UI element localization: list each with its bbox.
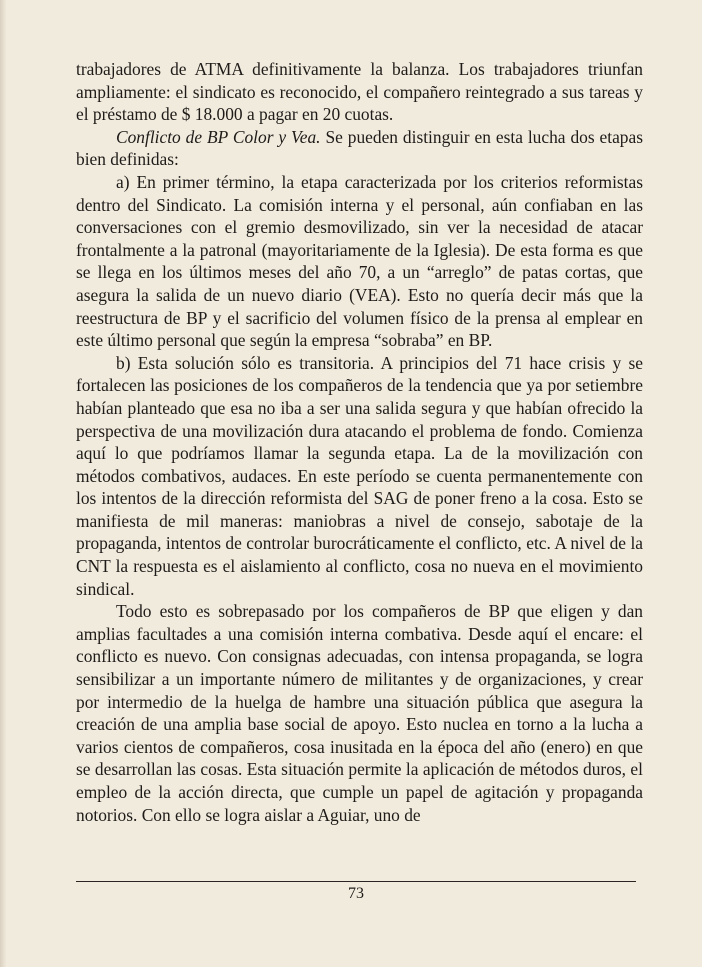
paragraph-bp-comrades xyxy=(76,600,643,826)
paragraph-first-stage xyxy=(76,171,643,352)
paragraph-text: a) En primer término, la etapa caracterizada por los criterios reformistas dentro del Sindicato. La comisión interna y el personal, aún confiaban en las conversaciones con el gremio desmovilizado, sin ver la necesidad de atacar frontalmente a la patronal (mayoritariamente de la Iglesia). De esta forma es que se llega en los últimos meses del año 70, a un “arreglo” de patas cortas, que asegura la salida de un nuevo diario (VEA). Esto no quería decir más que la reestructura de BP y el sacrificio del volumen físico de la prensa al emplear en este último personal que según la empresa “sobraba” en BP. xyxy=(76,171,643,351)
paragraph-atma-continuation xyxy=(76,58,643,126)
footer-rule xyxy=(76,881,636,882)
paragraph-text: Todo esto es sobrepasado por los compañeros de BP que eligen y dan amplias facultades a una comisión interna combativa. Desde aquí el encare: el conflicto es nuevo. Con consignas adecuadas, con intensa propaganda, se logra sensibilizar a un importante número de militantes y de organizaciones, y crear por intermedio de la huelga de hambre una situación pública que asegura la creación de una amplia base social de apoyo. Esto nuclea en torno a la lucha a varios cientos de compañeros, cosa inusitada en la época del año (enero) en que se desarrollan las cosas. Esta situación permite la aplicación de métodos duros, el empleo de la acción directa, que cumple un papel de agitación y propaganda notorios. Con ello se logra aislar a Aguiar, uno de xyxy=(76,601,643,825)
section-heading: Conflicto de BP Color y Vea. xyxy=(116,126,321,147)
body-text xyxy=(76,58,643,826)
page-number: 73 xyxy=(348,885,364,902)
paragraph-conflict-heading xyxy=(76,126,643,171)
paragraph-text: b) Esta solución sólo es transitoria. A principios del 71 hace crisis y se fortalecen las posiciones de los compañeros de la tendencia que ya por setiembre habían planteado que esa no iba a ser una salida segura y que habían ofrecido la perspectiva de una movilización dura atacando el problema de fondo. Comienza aquí lo que podríamos llamar la segunda etapa. La de la movilización con métodos combativos, audaces. En este período se cuenta permanentemente con los intentos de la dirección reformista del SAG de poner freno a la cosa. Esto se manifiesta de mil maneras: maniobras a nivel de consejo, sabotaje de la propaganda, intentos de controlar burocráticamente el conflicto, etc. A nivel de la CNT la respuesta es el aislamiento al conflicto, cosa no nueva en el movimiento sindical. xyxy=(76,352,643,599)
paragraph-second-stage xyxy=(76,352,643,601)
paragraph-text: trabajadores de ATMA definitivamente la balanza. Los trabajadores triunfan ampliamente: el sindicato es reconocido, el compañero reintegrado a sus tareas y el préstamo de $ 18.000 a pagar en 20 cuotas. xyxy=(76,59,643,125)
paragraph-text: Se pueden distinguir en esta lucha dos etapas bien definidas: xyxy=(76,126,643,170)
page-edge xyxy=(0,0,6,967)
